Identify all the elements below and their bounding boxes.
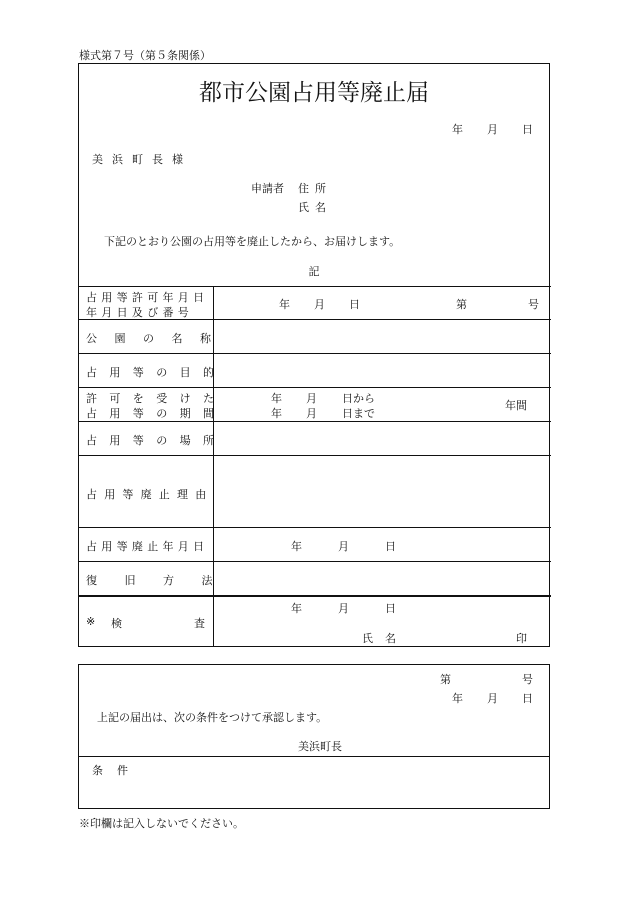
permit-month: 月: [314, 298, 325, 311]
park-name-label: 公園の名称: [86, 332, 229, 345]
intro-text: 下記のとおり公園の占用等を廃止したから、お届けします。: [104, 235, 401, 248]
period-to-year: 年: [271, 407, 282, 420]
approval-mayor: 美浜町長: [298, 740, 342, 753]
place-label: 占用等の場所: [86, 434, 227, 447]
inspect-month: 月: [338, 602, 349, 615]
abolish-day: 日: [385, 540, 396, 553]
permit-go: 号: [528, 298, 539, 311]
purpose-label: 占用等の目的: [86, 366, 227, 379]
reason-label: 占用等廃止理由: [86, 488, 214, 501]
form-title: 都市公園占用等廃止届: [199, 80, 429, 106]
approval-year: 年: [452, 692, 463, 705]
applicant-name: 氏名: [298, 201, 332, 214]
applicant-address: 住所: [298, 182, 332, 195]
approval-month: 月: [487, 692, 498, 705]
date-day: 日: [522, 123, 533, 136]
period-label-1: 許可を受けた: [86, 392, 227, 405]
footnote: ※印欄は記入しないでください。: [79, 817, 244, 830]
permit-dai: 第: [456, 298, 467, 311]
form-number: 様式第７号（第５条関係）: [79, 49, 211, 62]
approval-day: 日: [522, 692, 533, 705]
permit-day: 日: [349, 298, 360, 311]
applicant-label: 申請者: [251, 182, 284, 195]
period-label-2: 占用等の期間: [86, 407, 227, 420]
approval-text: 上記の届出は、次の条件をつけて承認します。: [97, 711, 328, 724]
abolish-year: 年: [291, 540, 302, 553]
inspect-year: 年: [291, 602, 302, 615]
inspect-seal: 印: [516, 632, 527, 645]
abolish-date-label: 占用等廃止年月日: [86, 540, 209, 553]
approval-dai: 第: [440, 673, 451, 686]
inspect-day: 日: [385, 602, 396, 615]
period-years: 年間: [505, 399, 527, 412]
restore-label: 復旧方法: [86, 574, 240, 587]
approval-go: 号: [522, 673, 533, 686]
date-year: 年: [452, 123, 463, 136]
period-to-month: 月: [306, 407, 317, 420]
date-month: 月: [487, 123, 498, 136]
permit-year: 年: [279, 298, 290, 311]
permit-label-2: 年月日及び番号: [86, 306, 194, 319]
ki-label: 記: [308, 265, 320, 278]
abolish-month: 月: [338, 540, 349, 553]
period-to: 日まで: [342, 407, 375, 420]
approval-box: [78, 664, 550, 809]
inspect-name: 氏名: [362, 632, 408, 645]
permit-label-1: 占用等許可年月日: [86, 291, 209, 304]
inspect-mark: ※: [86, 615, 96, 628]
inspect-label: 検査: [111, 617, 277, 630]
period-from-year: 年: [271, 392, 282, 405]
period-from-month: 月: [306, 392, 317, 405]
addressee: 美浜町長様: [92, 153, 192, 166]
conditions-label: 条件: [92, 764, 142, 777]
period-from: 日から: [342, 392, 375, 405]
